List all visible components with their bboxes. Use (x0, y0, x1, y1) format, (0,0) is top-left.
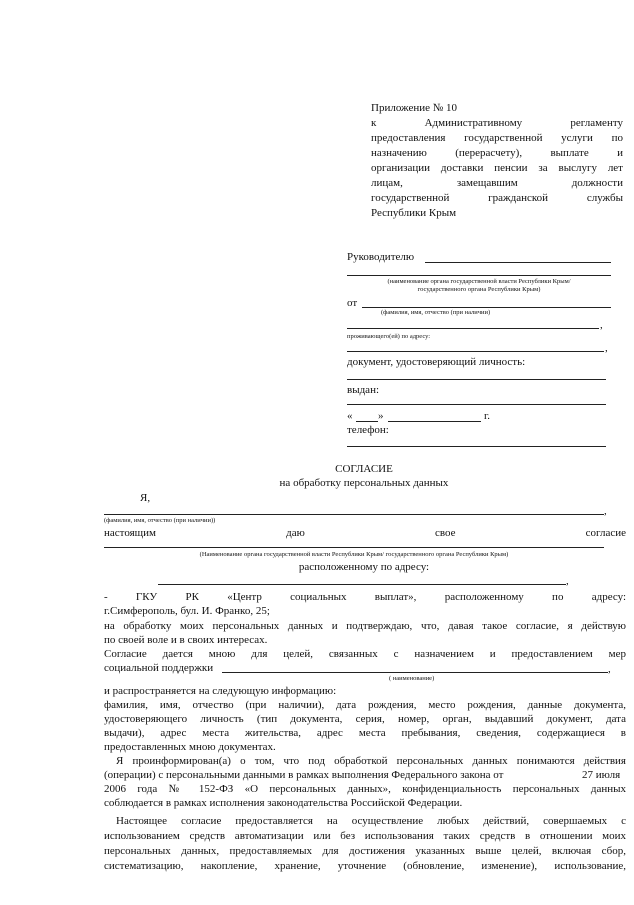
appendix-line-3: назначению (перерасчету), выплате и (371, 147, 623, 159)
residing-caption: проживающего(ей) по адресу: (347, 333, 431, 340)
gku-line: - ГКУ РК «Центр социальных выплат», расположенному по адресу: (104, 591, 626, 603)
para4-line-2b: 27 июля (582, 769, 621, 781)
org-caption-1: (наименование органа государственной власти Республики Крым/ (387, 278, 571, 285)
org-caption-2: государственного органа Республики Крым) (417, 286, 541, 293)
para3-line-2: фамилия, имя, отчество (при наличии), дата рождения, место рождения, данные документа, (104, 699, 626, 711)
address-field-line[interactable] (347, 351, 604, 352)
org-field-line[interactable] (347, 275, 611, 276)
appendix-line-2: предоставления государственной услуги по (371, 132, 623, 144)
para1-line-1: на обработку моих персональных данных и подтверждаю, что, давая такое согласие, я действую (104, 620, 626, 632)
para4-line-4: соблюдается в рамках исполнения законодательства Российской Федерации. (104, 797, 463, 809)
phone-field-line[interactable] (347, 446, 606, 447)
para2-line-2: социальной поддержки (104, 662, 214, 674)
located-address-line[interactable] (158, 584, 566, 585)
appendix-line-1: к Административному регламенту (371, 117, 623, 129)
date-day-line[interactable] (356, 421, 378, 422)
date-month-line[interactable] (388, 421, 481, 422)
i-fio-line[interactable] (104, 514, 604, 515)
para5-line-2: использованием средств автоматизации или без использования таких средств в отношении моих (104, 830, 626, 842)
para4-line-1: Я проинформирован(а) о том, что под обработкой персональных данных понимаются действия (116, 755, 626, 767)
located-label: расположенному по адресу: (298, 561, 430, 573)
consent-subtitle: на обработку персональных данных (279, 477, 449, 489)
give-consent-line: настоящим даю свое согласие (104, 527, 626, 539)
issued-field-line[interactable] (347, 404, 606, 405)
para4-line-3: 2006 года № 152-ФЗ «О персональных данных», конфиденциальность персональных данных (104, 783, 626, 795)
appendix-line-7: Республики Крым (371, 207, 457, 219)
from-field-line[interactable] (362, 307, 611, 308)
to-field-line[interactable] (425, 262, 611, 263)
para1-line-2: по своей воле и в своих интересах. (104, 634, 268, 646)
para5-line-1: Настоящее согласие предоставляется на осуществление любых действий, совершаемых с (116, 815, 626, 827)
para2-line-1: Согласие дается мною для целей, связанных с назначением и предоставлением мер (104, 648, 626, 660)
support-name-caption: ( наименование) (389, 675, 435, 682)
appendix-line-5: лицам, замещавшим должности (371, 177, 623, 189)
phone-label: телефон: (347, 424, 389, 436)
para4-line-2a: (операции) с персональными данными в рамках выполнения Федерального закона от (104, 769, 504, 781)
document-label: документ, удостоверяющий личность: (347, 356, 526, 368)
fio-caption: (фамилия, имя, отчество (при наличии) (381, 309, 491, 316)
to-label: Руководителю (347, 251, 415, 263)
consent-title: СОГЛАСИЕ (335, 463, 393, 475)
para3-line-5: предоставленных мною документах. (104, 741, 276, 753)
address-line: г.Симферополь, бул. И. Франко, 25; (104, 605, 270, 617)
i-fio-caption: (фамилия, имя, отчество (при наличии)) (104, 517, 216, 524)
document-field-line[interactable] (347, 379, 606, 380)
fio-comma: , (600, 319, 603, 331)
date-quote-close: » (378, 410, 384, 422)
date-year-suffix: г. (484, 410, 491, 422)
para3-line-4: выдачи), адрес места жительства, адрес места пребывания, сведения, содержащиеся в (104, 727, 626, 739)
issued-label: выдан: (347, 384, 380, 396)
support-name-line[interactable] (222, 672, 608, 673)
date-quote-open: « (347, 410, 353, 422)
located-comma: , (566, 575, 569, 587)
para5-line-4: систематизацию, накопление, хранение, уточнение (обновление, изменение), использование, (104, 860, 626, 872)
appendix-line-6: государственной гражданской службы (371, 192, 623, 204)
support-comma: , (608, 663, 611, 675)
para3-line-3: удостоверяющего личность (тип документа, серия, номер, орган, выдавший документ, дата (104, 713, 626, 725)
appendix-line-4: организации доставки пенсии за выслугу лет (371, 162, 623, 174)
i-fio-comma: , (604, 505, 607, 517)
from-label: от (347, 297, 358, 309)
consent-org-line[interactable] (104, 547, 604, 548)
para3-line-1: и распространяется на следующую информацию: (104, 685, 337, 697)
para5-line-3: персональных данных, предоставляемых для достижения указанных выше целей, включая сбор, (104, 845, 626, 857)
address-comma: , (605, 342, 608, 354)
appendix-title: Приложение № 10 (371, 102, 458, 114)
i-label: Я, (140, 492, 151, 504)
fio-field-line[interactable] (347, 328, 599, 329)
consent-org-caption: (Наименование органа государственной власти Республики Крым/ государственного органа Республики Крым) (199, 551, 509, 558)
